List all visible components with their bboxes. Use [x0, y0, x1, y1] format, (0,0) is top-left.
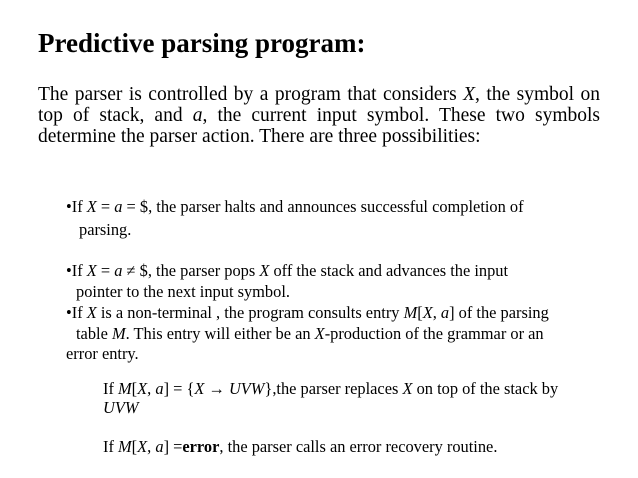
- var-x: X: [259, 261, 270, 280]
- bullet-3-line-1: [66, 302, 549, 323]
- text: -production of the grammar or an: [324, 324, 544, 343]
- var-m: M: [118, 379, 132, 398]
- text: ≠ $, the parser pops: [122, 261, 260, 280]
- text: ,: [432, 303, 441, 322]
- text: ,: [147, 379, 156, 398]
- var-x: X: [463, 84, 476, 105]
- text: =: [96, 261, 115, 280]
- bullet-2-line-2: pointer to the next input symbol.: [76, 282, 290, 301]
- var-x: X: [86, 261, 97, 280]
- var-a: a: [440, 303, 450, 322]
- var-a: a: [155, 379, 164, 398]
- bullet-1-line-2: parsing.: [79, 220, 132, 239]
- var-uvw: UVW: [103, 398, 139, 417]
- var-uvw: UVW: [228, 379, 265, 398]
- var-a: a: [155, 437, 164, 456]
- bullet-3-line-2: [76, 323, 544, 344]
- text: [: [417, 303, 423, 322]
- text: •If: [66, 197, 87, 216]
- slide-title: Predictive parsing program:: [38, 28, 366, 58]
- var-x: X: [137, 379, 148, 398]
- text: ] =: [163, 437, 183, 456]
- var-m: M: [111, 324, 126, 343]
- text: If: [103, 437, 119, 456]
- error-keyword: error: [182, 437, 220, 456]
- var-x: X: [137, 437, 148, 456]
- var-a: a: [114, 197, 123, 216]
- text: •If: [66, 303, 87, 322]
- text: , the parser calls an error recovery routine.: [219, 437, 498, 456]
- intro-text-3: , the current input symbol. These two symbols determine the parser action. There are three possibilities:: [38, 105, 600, 147]
- text: ,: [147, 437, 156, 456]
- intro-text-1: The parser is controlled by a program that considers: [38, 84, 464, 105]
- bullet-1-line-1: [66, 196, 524, 217]
- text: on top of the stack by: [412, 379, 559, 398]
- var-x: X: [402, 379, 413, 398]
- intro-paragraph: [38, 84, 600, 147]
- text: [: [131, 379, 138, 398]
- text: If: [103, 379, 119, 398]
- text: . This entry will either be an: [125, 324, 315, 343]
- var-m: M: [403, 303, 418, 322]
- text: ] of the parsing: [449, 303, 549, 322]
- text: [: [131, 437, 138, 456]
- var-x: X: [86, 197, 97, 216]
- text: =: [96, 197, 115, 216]
- var-x: X: [314, 324, 325, 343]
- text: table: [76, 324, 112, 343]
- text: ] = {: [163, 379, 195, 398]
- text: = $, the parser halts and announces successful completion of: [122, 197, 524, 216]
- intro-text-2: , the symbol on top of stack, and: [38, 84, 601, 126]
- var-x: X: [422, 303, 433, 322]
- rule-1-line-1: [103, 378, 558, 399]
- text: is a non-terminal , the program consults entry: [96, 303, 404, 322]
- var-a: a: [114, 261, 123, 280]
- text: →: [204, 379, 229, 398]
- rule-1-line-2: [103, 397, 139, 418]
- var-m: M: [118, 437, 132, 456]
- var-a: a: [192, 105, 203, 126]
- var-x: X: [86, 303, 97, 322]
- text: •If: [66, 261, 87, 280]
- text: off the stack and advances the input: [269, 261, 509, 280]
- var-x: X: [194, 379, 205, 398]
- bullet-3-line-3: error entry.: [66, 344, 139, 363]
- rule-2-line: [103, 436, 497, 457]
- text: },the parser replaces: [264, 379, 403, 398]
- bullet-2-line-1: [66, 260, 508, 281]
